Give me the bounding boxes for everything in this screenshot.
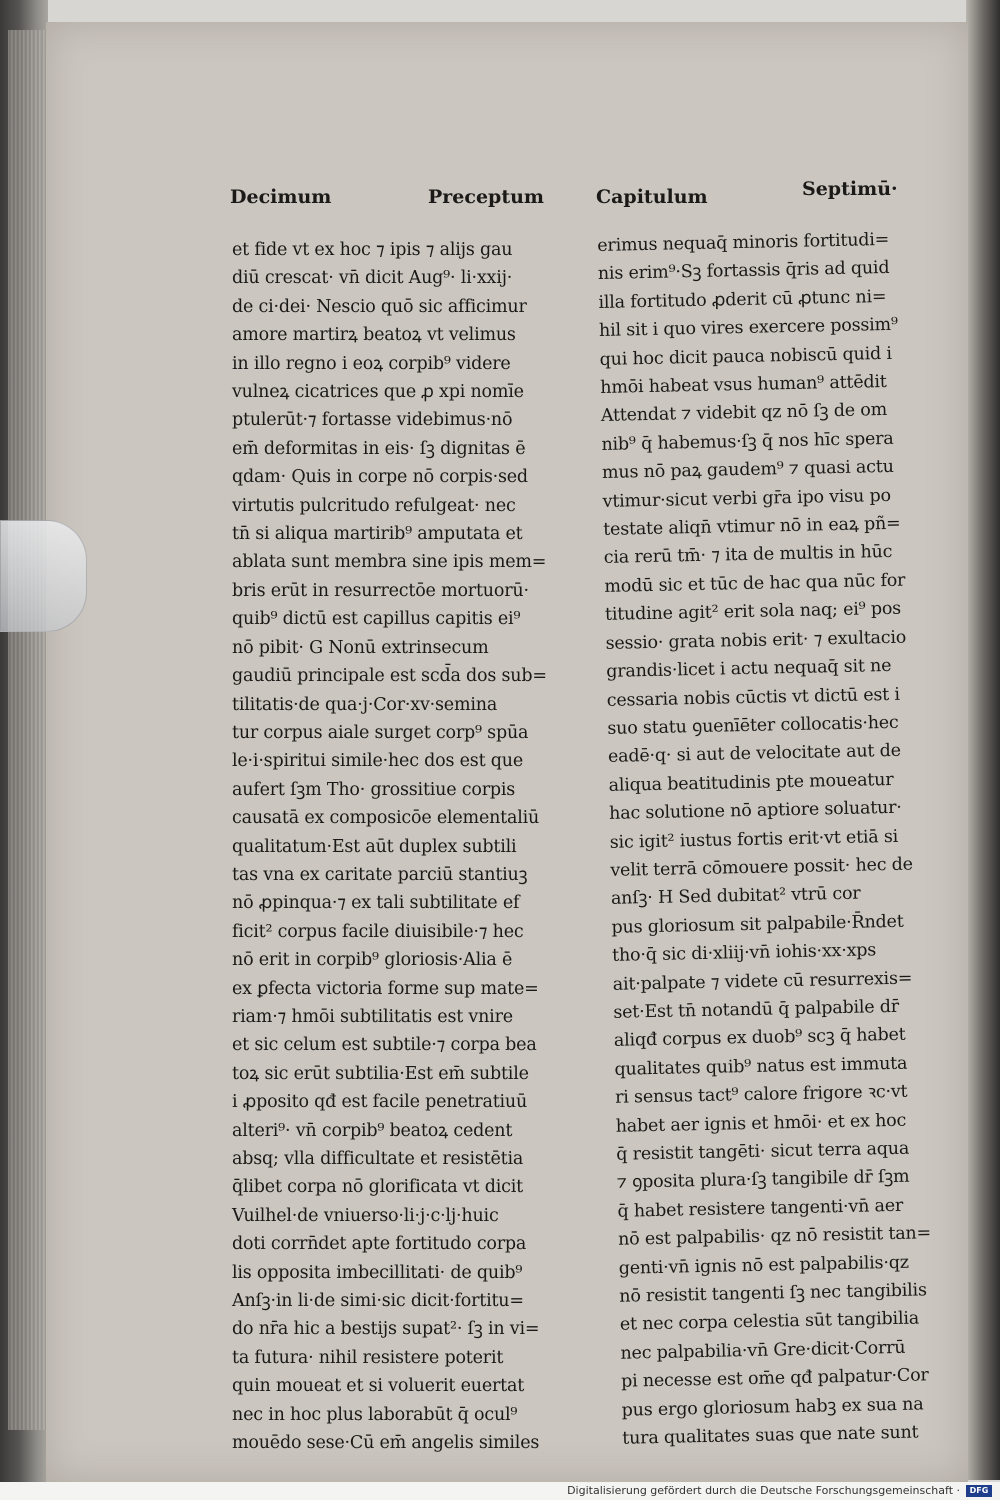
text-line: illa fortitudo ꝓderit cū ꝓtunc ni= [598,286,887,313]
text-line: em̄ deformitas in eis· ſꝫ dignitas ē [232,438,526,459]
running-head-septimum: Septimū· [802,178,898,200]
text-line: bris erūt in resurrectōe mortuorū· [232,580,529,601]
page-clip [0,520,87,632]
text-column-right [597,225,943,1453]
text-line: hac solutione nō aptiore soluatur· [608,797,902,824]
text-line: cessaria nobis cūctis vt dictū est i [606,684,900,711]
text-line: qualitatum·Est aūt duplex subtili [232,836,517,857]
text-line: ta futura· nihil resistere poterit [232,1347,504,1368]
text-line: sessio· grata nobis erit· ⁊ exultacio [605,627,907,654]
text-line: tho·q̄ sic di·xliij·vn̄ iohis·xx·xps [611,940,877,966]
text-line: doti corrn̄det apte fortitudo corpa [232,1234,527,1255]
text-line: mouēdo sese·Cū em̄ angelis similes [232,1433,540,1454]
text-line: pus gloriosum sit palpabile·R̄ndet [611,911,904,938]
text-line: quin moueat et si voluerit euertat [232,1376,525,1397]
text-line: amore martirꝝ beatoꝝ vt velimus [232,325,516,346]
text-line: qui hoc dicit pauca nobiscū quid i [599,343,892,370]
text-line: genti·vn̄ ignis nō est palpabilis·qz [618,1252,909,1279]
text-line: eadē·q· si aut de velocitate aut de [607,741,902,768]
text-line: quib⁹ dictū est capillus capitis ei⁹ [232,609,521,630]
text-line: alteri⁹· vn̄ corpib⁹ beatoꝝ cedent [232,1120,513,1141]
text-line: tas vna ex caritate parciū stantiuꝫ [232,864,528,885]
text-line: vulneꝝ cicatrices que ꝓ xpi nomīe [232,382,524,403]
text-line: pi necesse est om̄e qđ palpatur·Cor [620,1365,929,1392]
text-line: diū crescat· vn̄ dicit Aug⁹· li·xxij· [232,268,513,289]
text-line: nō erit in corpib⁹ gloriosis·Alia ē [232,950,513,971]
text-line: vtimur·sicut verbi gr̄a ipo visu po [602,485,892,512]
text-line: ⁊ ꝯposita plura·ſꝫ tangibile dr̄ ſꝫm [616,1167,910,1194]
footer-credit: Digitalisierung gefördert durch die Deutsche Forschungsgemeinschaft · [567,1484,960,1497]
running-head-capitulum: Capitulum [596,186,708,208]
text-line: tn̄ si aliqua martirib⁹ amputata et [232,524,523,545]
text-line: ex ꝑfecta victoria forme sup mate= [232,978,539,999]
text-line: modū sic et tūc de hac qua nūc for [604,570,906,597]
text-line: habet aer ignis et hmōi· et ex hoc [615,1110,907,1137]
text-line: in illo regno i eoꝝ corpib⁹ videre [232,353,511,374]
text-line: virtutis pulcritudo refulgeat· nec [232,495,516,516]
text-line: aliqua beatitudinis pte moueatur [608,769,894,796]
text-line: nis erim⁹·Sꝫ fortassis q̄ris ad quid [597,258,890,285]
text-line: gaudiū principale est scd̄a dos sub= [232,666,547,687]
text-line: nec palpabilia·vn̄ Gre·dicit·Corrū [620,1337,906,1364]
text-line: titudine agit² erit sola naq; ei⁹ pos [604,599,902,626]
text-line: q̄ habet resistere tangenti·vn̄ aer [617,1195,904,1222]
text-line: mus nō paꝝ gaudem⁹ ⁊ quasi actu [601,457,894,484]
text-line: qualitates quib⁹ natus est immuta [614,1053,908,1080]
text-line: i ꝓposito qđ est facile penetratiuū [232,1092,528,1113]
text-line: set·Est tn̄ notandū q̄ palpabile dr̄ [613,996,900,1023]
text-line: absq; vlla difficultate et resistētia [232,1149,524,1169]
text-line: grandis·licet i actu nequaq̄ sit ne [606,656,892,682]
text-line: le·i·spiritui simile·hec dos est que [232,751,524,772]
text-line: Anſꝫ·in li·de simi·sic dicit·fortitu= [232,1291,524,1312]
text-line: et fide vt ex hoc ⁊ ipis ⁊ alijs gau [232,240,513,260]
text-line: aufert ſꝫm Tho· grossitiue corpis [232,779,516,800]
text-line: cia rerū tm̄· ⁊ ita de multis in hūc [603,542,893,569]
text-line: nec in hoc plus laborabūt q̄ ocul⁹ [232,1404,518,1425]
dfg-logo: DFG [966,1485,992,1497]
text-line: lis opposita imbecillitati· de quib⁹ [232,1262,523,1283]
text-line: aliqđ corpus ex duob⁹ scꝫ q̄ habet [613,1025,906,1052]
running-head-preceptum: Preceptum [428,186,545,208]
text-line: tura qualitates suas que nate sunt [622,1422,919,1449]
text-line: erimus nequaq̄ minoris fortitudi= [597,229,890,256]
text-line: nō est palpabilis· qz nō resistit tan= [617,1223,932,1250]
text-line: q̄libet corpa nō glorificata vt dicit [232,1177,523,1198]
text-line: causatā ex composicōe elementaliū [232,808,540,829]
text-line: qdam· Quis in corpe nō corpis·sed [232,467,528,488]
text-line: ablata sunt membra sine ipis mem= [232,552,547,573]
text-line: Vuilhel·de vniuerso·li·j·c·lj·huic [232,1205,499,1226]
page-edges [8,30,48,1430]
text-line: et nec corpa celestia sūt tangibilia [619,1308,920,1336]
text-line: ficit² corpus facile diuisibile·⁊ hec [232,921,524,942]
running-head-decimum: Decimum [230,186,332,208]
text-line: nō ꝓpinqua·⁊ ex tali subtilitate ef [232,893,520,914]
text-line: nib⁹ q̄ habemus·ſꝫ q̄ nos hīc spera [601,428,894,455]
text-line: ptulerūt·⁊ fortasse videbimus·nō [232,410,513,431]
text-line: tur corpus aiale surget corp⁹ spūa [232,722,529,743]
text-line: toꝝ sic erūt subtilia·Est em̄ subtile [232,1063,529,1084]
text-line: et sic celum est subtile·⁊ corpa bea [232,1035,537,1056]
text-line: ait·palpate ⁊ videte cū resurrexis= [612,968,913,995]
text-line: riam·⁊ hmōi subtilitatis est vnire [232,1006,513,1027]
text-line: suo statu ꝯuenīēter collocatis·hec [607,712,899,739]
text-line: sic igit² iustus fortis erit·vt etiā si [609,826,899,853]
text-line: de ci·dei· Nescio quō sic afficimur [232,296,527,317]
text-line: ri sensus tact⁹ calore frigore ꝛc·vt [614,1081,908,1108]
text-line: hil sit i quo vires exercere possim⁹ [598,314,899,342]
text-line: do nr̄a hic a bestijs supat²· ſꝫ in vi= [232,1319,540,1340]
text-line: testate aliqn̄ vtimur nō in eaꝝ pñ= [603,513,901,540]
text-line: q̄ resistit tangēti· sicut terra aqua [616,1138,910,1165]
text-line: anſꝫ· H Sed dubitat² vtrū cor [610,883,861,910]
text-line: velit terrā cōmouere possit· hec de [610,854,914,881]
text-column-left [232,236,547,1457]
running-head [230,178,910,226]
text-line: tilitatis·de qua·j·Cor·xv·semina [232,694,498,715]
text-line: nō pibit· G Nonū extrinsecum [232,637,489,658]
right-edge-shadow [966,0,1000,1480]
text-line: pus ergo gloriosum habꝫ ex sua na [621,1394,924,1421]
text-line: nō resistit tangenti ſꝫ nec tangibilis [619,1280,927,1307]
text-line: hmōi habeat vsus human⁹ attēdit [600,372,887,398]
text-line: Attendat ⁊ videbit qz nō ſꝫ de om [600,400,888,427]
